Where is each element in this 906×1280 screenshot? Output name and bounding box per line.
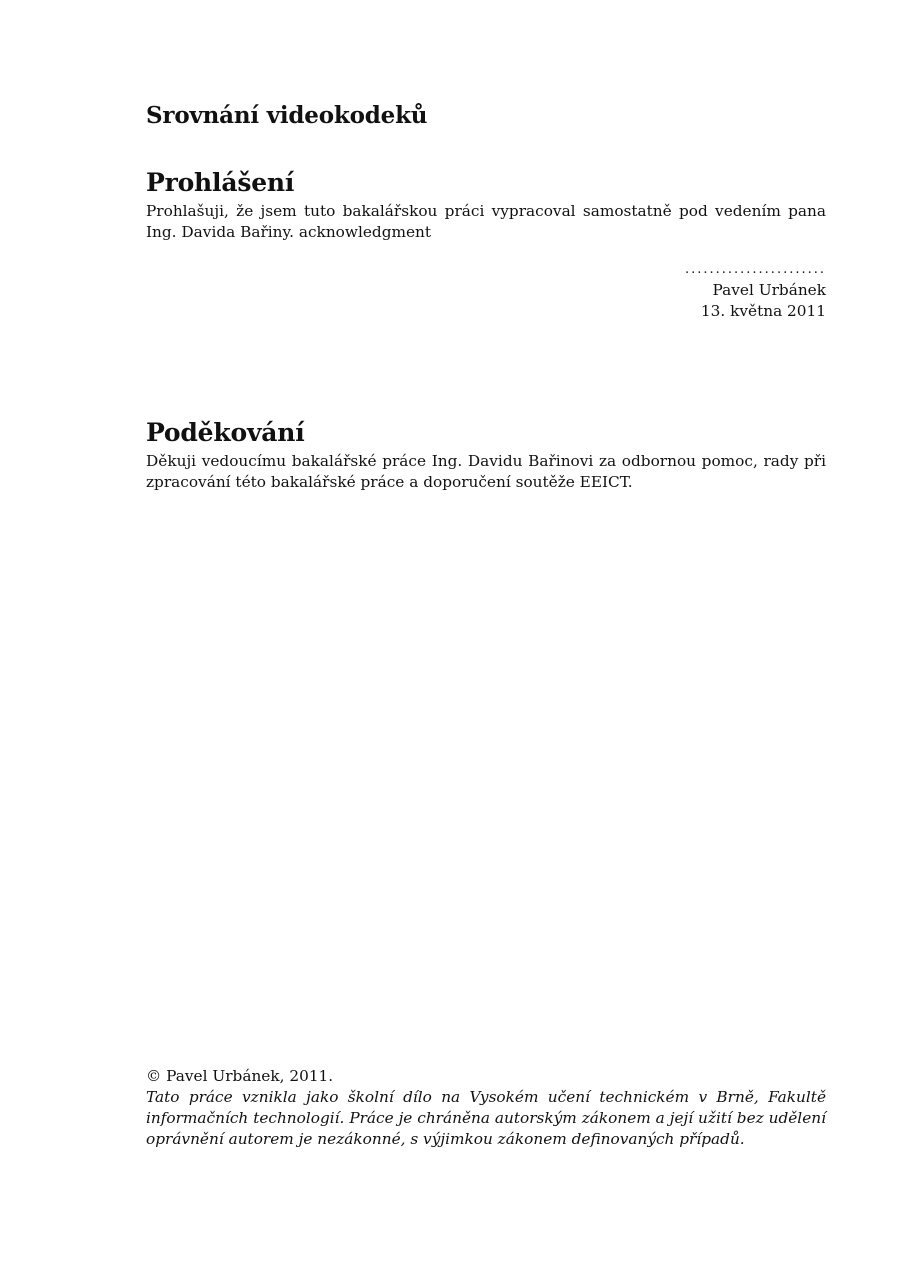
copyright-notice: Tato práce vznikla jako školní dílo na Vysokém učení technickém v Brně, Fakultě informačních technologií. Práce je chráněna autorským zákonem a její užití bez udělení oprávnění autorem je nezákonné, s výjimkou zákonem definovaných případů. <box>146 1088 826 1148</box>
acknowledgement-text: Děkuji vedoucímu bakalářské práce Ing. Davidu Bařinovi za odbornou pomoc, rady při zpracování této bakalářské práce a doporučení soutěže EEICT. <box>146 452 826 491</box>
acknowledgement-section <box>146 417 826 493</box>
author-name: Pavel Urbánek <box>712 281 826 299</box>
document-title: Srovnání videokodeků <box>146 102 428 129</box>
signature-block <box>685 260 826 322</box>
declaration-date: 13. května 2011 <box>700 302 826 320</box>
signature-line: ....................... <box>684 262 826 277</box>
copyright-section <box>146 1066 826 1150</box>
declaration-heading: Prohlášení <box>146 168 295 197</box>
declaration-section <box>146 167 826 243</box>
declaration-text: Prohlašuji, že jsem tuto bakalářskou práci vypracoval samostatně pod vedením pana Ing. Davida Bařiny. acknowledgment <box>146 202 826 241</box>
acknowledgement-heading: Poděkování <box>146 418 305 447</box>
copyright-line: © Pavel Urbánek, 2011. <box>146 1067 334 1085</box>
